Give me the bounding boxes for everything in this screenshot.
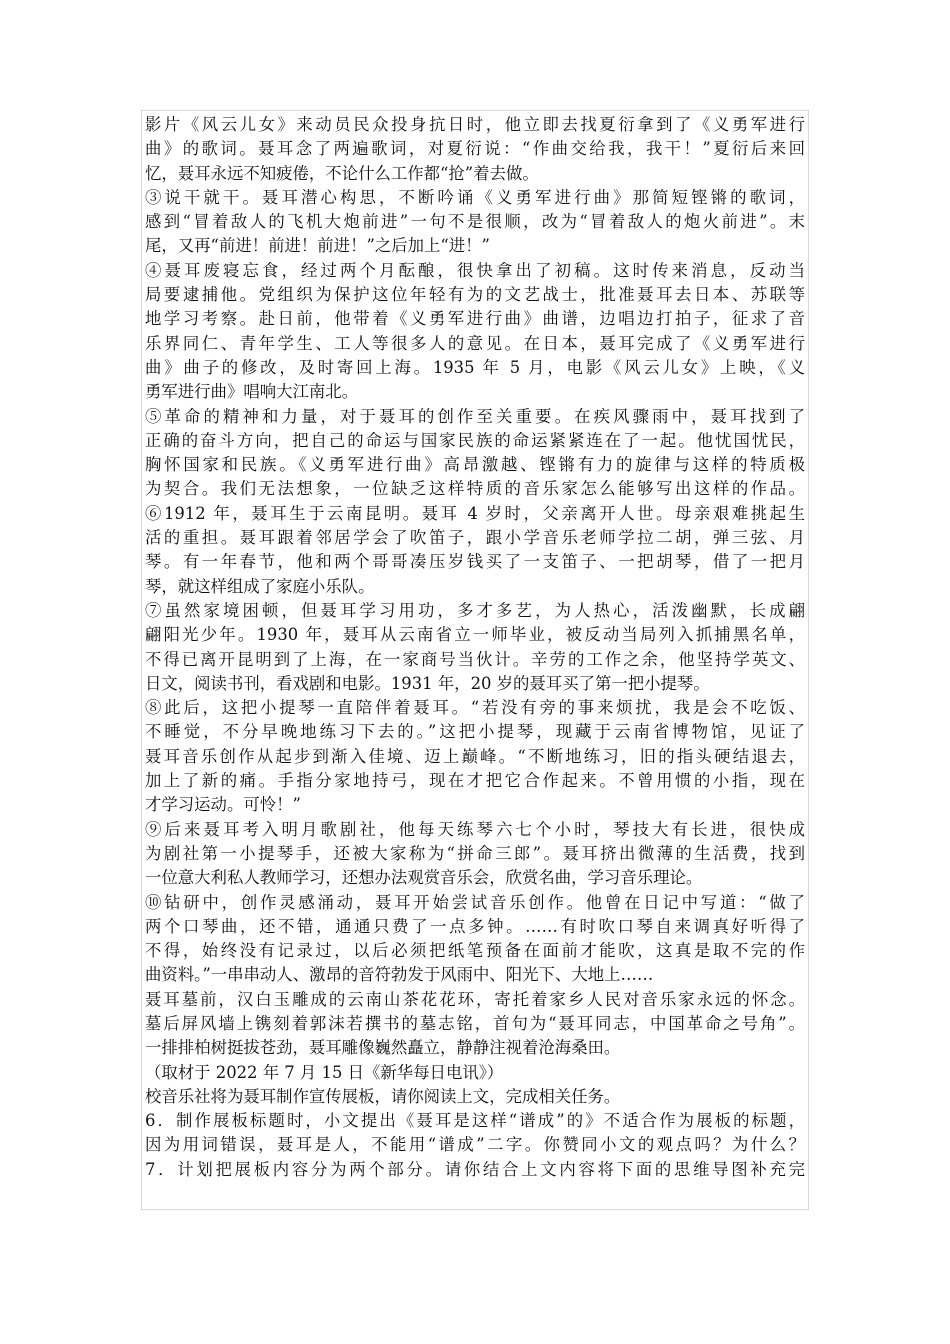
text-line: ④聂耳废寝忘食，经过两个月酝酿，很快拿出了初稿。这时传来消息，反动当 bbox=[145, 260, 805, 280]
text-line: 影片《风云儿女》来动员民众投身抗日时，他立即去找夏衍拿到了《义勇军进行 bbox=[145, 115, 805, 134]
text-line: 琴。有一年春节，他和两个哥哥凑压岁钱买了一支笛子、一把胡琴，借了一把月 bbox=[145, 552, 805, 572]
text-line: 地学习考察。赴日前，他带着《义勇军进行曲》曲谱，边唱边打拍子，征求了音 bbox=[145, 309, 805, 329]
text-line: 曲》曲子的修改，及时寄回上海。1935 年 5 月，电影《风云儿女》上映，《义 bbox=[145, 357, 805, 377]
text-line: 一排排柏树挺拔苍劲，聂耳雕像巍然矗立，静静注视着沧海桑田。 bbox=[145, 1038, 621, 1058]
text-line: 胸怀国家和民族。《义勇军进行曲》高昂激越、铿锵有力的旋律与这样的特质极 bbox=[145, 455, 805, 475]
article-text-box bbox=[141, 110, 809, 1210]
text-line: ③说干就干。聂耳潜心构思，不断吟诵《义勇军进行曲》那简短铿锵的歌词， bbox=[145, 187, 805, 207]
text-line: 勇军进行曲》唱响大江南北。 bbox=[145, 382, 359, 402]
text-line: 尾，又再“前进！前进！前进！”之后加上“进！” bbox=[145, 236, 490, 256]
text-line: 曲资料。”一串串动人、激昂的音符勃发于风雨中、阳光下、大地上…… bbox=[145, 965, 654, 985]
text-line: ⑥1912 年，聂耳生于云南昆明。聂耳 4 岁时，父亲离开人世。母亲艰难挑起生 bbox=[145, 503, 805, 523]
text-line: 6．制作展板标题时，小文提出《聂耳是这样“谱成”的》不适合作为展板的标题， bbox=[145, 1111, 805, 1131]
text-line: 聂耳音乐创作从起步到渐入佳境、迈上巅峰。“不断地练习，旧的指头硬结退去， bbox=[145, 746, 805, 766]
text-line: 因为用词错误，聂耳是人，不能用“谱成”二字。你赞同小文的观点吗？为什么？ bbox=[145, 1135, 805, 1155]
text-line: 曲》的歌词。聂耳念了两遍歌词，对夏衍说：“作曲交给我，我干！”夏衍后来回 bbox=[145, 139, 805, 159]
text-line: 乐界同仁、青年学生、工人等很多人的意见。在日本，聂耳完成了《义勇军进行 bbox=[145, 333, 805, 353]
text-line: 校音乐社将为聂耳制作宣传展板，请你阅读上文，完成相关任务。 bbox=[145, 1086, 621, 1106]
text-line: ⑩钻研中，创作灵感涌动，聂耳开始尝试音乐创作。他曾在日记中写道：“做了 bbox=[145, 892, 805, 912]
text-line: 活的重担。聂耳跟着邻居学会了吹笛子，跟小学音乐老师学拉二胡，弹三弦、月 bbox=[145, 528, 805, 548]
text-line: ⑨后来聂耳考入明月歌剧社，他每天练琴六七个小时，琴技大有长进，很快成 bbox=[145, 819, 805, 839]
text-line: 感到“冒着敌人的飞机大炮前进”一句不是很顺，改为“冒着敌人的炮火前进”。末 bbox=[145, 212, 805, 232]
text-line: ⑤革命的精神和力量，对于聂耳的创作至关重要。在疾风骤雨中，聂耳找到了 bbox=[145, 406, 805, 426]
text-line: 墓后屏风墙上镌刻着郭沫若撰书的墓志铭，首句为“聂耳同志，中国革命之号角”。 bbox=[145, 1013, 805, 1033]
text-line: 不睡觉，不分早晚地练习下去的。”这把小提琴，现藏于云南省博物馆，见证了 bbox=[145, 722, 805, 742]
text-line: 聂耳墓前，汉白玉雕成的云南山茶花花环，寄托着家乡人民对音乐家永远的怀念。 bbox=[145, 989, 805, 1009]
text-line: 忆，聂耳永远不知疲倦，不论什么工作都“抢”着去做。 bbox=[145, 163, 539, 183]
text-line: 不得已离开昆明到了上海，在一家商号当伙计。辛劳的工作之余，他坚持学英文、 bbox=[145, 649, 805, 669]
text-line: 一位意大利私人教师学习，还想办法观赏音乐会，欣赏名曲，学习音乐理论。 bbox=[145, 868, 703, 888]
text-line: 局要逮捕他。党组织为保护这位年轻有为的文艺战士，批准聂耳去日本、苏联等 bbox=[145, 285, 805, 305]
text-line: 正确的奋斗方向，把自己的命运与国家民族的命运紧紧连在了一起。他忧国忧民， bbox=[145, 430, 805, 450]
text-line: ⑦虽然家境困顿，但聂耳学习用功，多才多艺，为人热心，活泼幽默，长成翩 bbox=[145, 600, 805, 620]
text-line: 琴，就这样组成了家庭小乐队。 bbox=[145, 576, 375, 596]
text-line: 翩阳光少年。1930 年，聂耳从云南省立一师毕业，被反动当局列入抓捕黑名单， bbox=[145, 625, 805, 645]
text-line: 才学习运动。可怜！” bbox=[145, 795, 301, 815]
text-line: （取材于 2022 年 7 月 15 日《新华每日电讯》） bbox=[145, 1062, 504, 1082]
text-line: 两个口琴曲，还不错，通通只费了一点多钟。……有时吹口琴自来调真好听得了 bbox=[145, 916, 805, 936]
text-line: 日文，阅读书刊，看戏剧和电影。1931 年，20 岁的聂耳买了第一把小提琴。 bbox=[145, 673, 710, 693]
text-line: 7．计划把展板内容分为两个部分。请你结合上文内容将下面的思维导图补充完 bbox=[145, 1159, 805, 1179]
text-line: 为剧社第一小提琴手，还被大家称为“拼命三郎”。聂耳挤出微薄的生活费，找到 bbox=[145, 843, 805, 863]
text-line: ⑧此后，这把小提琴一直陪伴着聂耳。“若没有旁的事来烦扰，我是会不吃饭、 bbox=[145, 698, 805, 718]
text-line: 加上了新的痛。手指分家地持弓，现在才把它合作起来。不曾用惯的小指，现在 bbox=[145, 771, 805, 791]
text-line: 不得，始终没有记录过，以后必须把纸笔预备在面前才能吹，这真是取不完的作 bbox=[145, 941, 805, 961]
text-line: 为契合。我们无法想象，一位缺乏这样特质的音乐家怎么能够写出这样的作品。 bbox=[145, 479, 805, 499]
